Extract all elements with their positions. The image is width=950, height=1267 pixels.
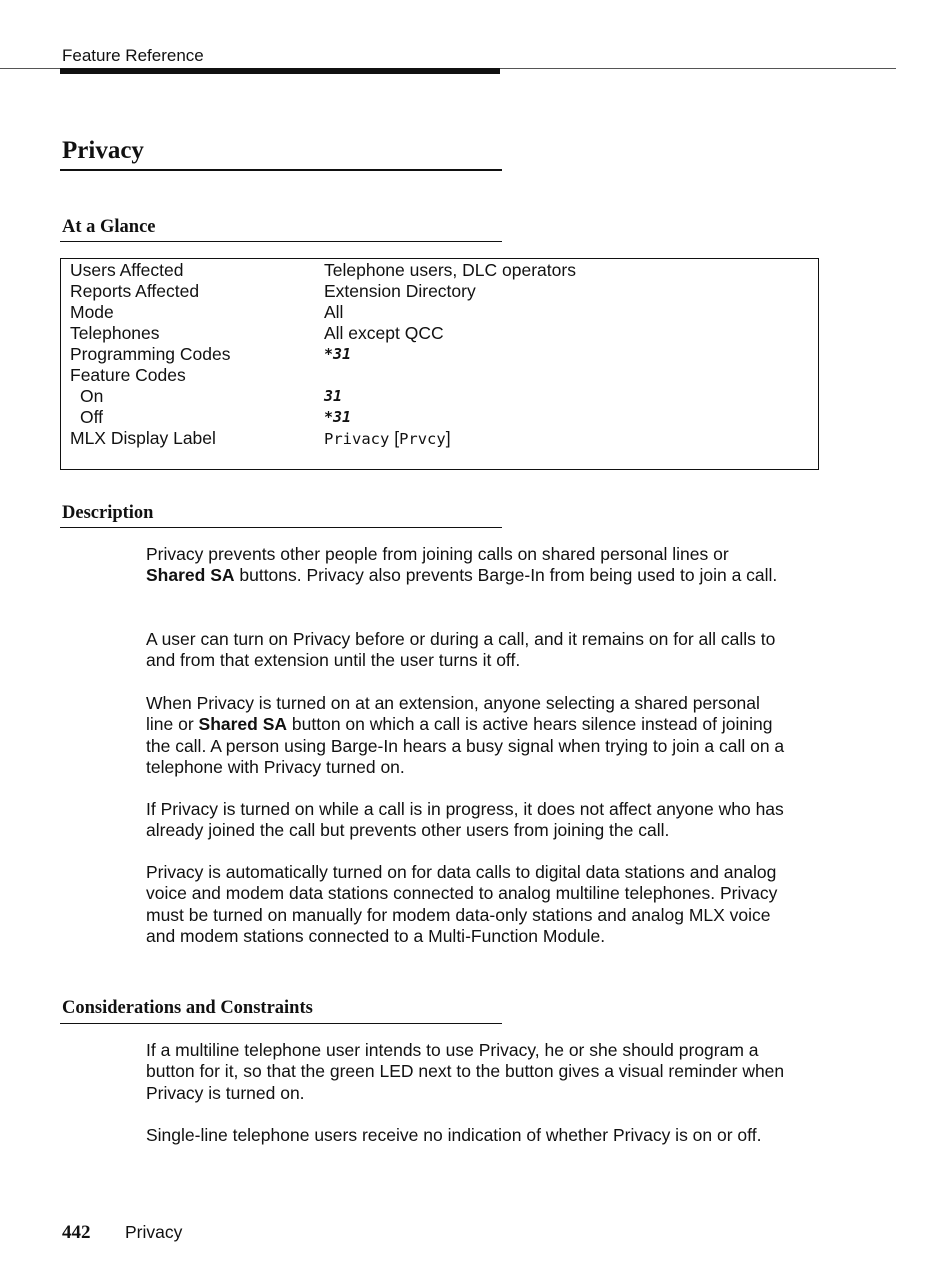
glance-label: Feature Codes	[70, 365, 186, 385]
description-paragraph-3	[146, 693, 786, 778]
glance-value: Telephone users, DLC operators	[324, 260, 576, 280]
considerations-paragraph-2: Single-line telephone users receive no indication of whether Privacy is on or off.	[146, 1125, 762, 1145]
description-paragraph-5: Privacy is automatically turned on for data calls to digital data stations and analog voice and modem data stations connected to analog multiline telephones. Privacy must be turned on manually for modem data-only stations and analog MLX voice and modem stations connected to a Multi-Function Module.	[146, 862, 778, 946]
at-a-glance-heading: At a Glance	[62, 217, 156, 237]
header-thick-rule	[60, 68, 500, 74]
at-a-glance-table	[60, 258, 819, 470]
bold-term: Shared SA	[198, 714, 288, 735]
glance-value	[324, 428, 451, 450]
description-paragraph-4: If Privacy is turned on while a call is in progress, it does not affect anyone who has already joined the call but prevents other users from joining the call.	[146, 799, 784, 841]
glance-value: *31	[324, 408, 352, 426]
description-rule	[60, 527, 502, 528]
glance-label: Programming Codes	[70, 344, 231, 364]
glance-label: Reports Affected	[70, 281, 200, 301]
description-paragraph-2: A user can turn on Privacy before or during a call, and it remains on for all calls to and from that extension until the user turns it off.	[146, 629, 776, 671]
page-title: Privacy	[62, 137, 144, 164]
description-paragraph-1	[146, 544, 786, 587]
at-a-glance-rule	[60, 241, 502, 242]
glance-value: *31	[324, 345, 352, 363]
title-rule	[60, 169, 502, 171]
glance-value: All except QCC	[324, 323, 444, 343]
considerations-heading: Considerations and Constraints	[62, 998, 313, 1018]
text-run: When Privacy is turned on at an extension, anyone selecting a shared personal line or	[146, 693, 760, 735]
glance-label: Users Affected	[70, 260, 184, 280]
glance-value: Extension Directory	[324, 281, 476, 301]
display-label-short: Prvcy	[399, 430, 446, 448]
running-header: Feature Reference	[62, 46, 204, 65]
text-run: buttons. Privacy also prevents Barge-In from being used to join a call.	[234, 565, 778, 586]
glance-label: On	[80, 386, 104, 406]
footer-section-title: Privacy	[125, 1222, 183, 1242]
glance-value: All	[324, 302, 344, 322]
glance-label: MLX Display Label	[70, 428, 216, 448]
glance-label: Telephones	[70, 323, 160, 343]
text-run: Privacy prevents other people from joining calls on shared personal lines or	[146, 544, 729, 564]
considerations-paragraph-1: If a multiline telephone user intends to use Privacy, he or she should program a button for it, so that the green LED next to the button gives a visual reminder when Privacy is turned on.	[146, 1040, 785, 1103]
glance-label: Off	[80, 407, 104, 427]
glance-value: 31	[324, 387, 343, 405]
glance-label: Mode	[70, 302, 114, 322]
considerations-rule	[60, 1023, 502, 1024]
bracket-open: [	[389, 428, 400, 448]
bold-term: Shared SA	[146, 565, 235, 586]
description-heading: Description	[62, 503, 154, 523]
bracket-close: ]	[445, 428, 451, 448]
text-run: button on which a call is active hears silence instead of joining the call. A person using Barge-In hears a busy signal when trying to join a call on a telephone with Privacy turned on.	[146, 714, 785, 777]
display-label-full: Privacy	[324, 430, 390, 448]
page-number: 442	[62, 1222, 91, 1243]
